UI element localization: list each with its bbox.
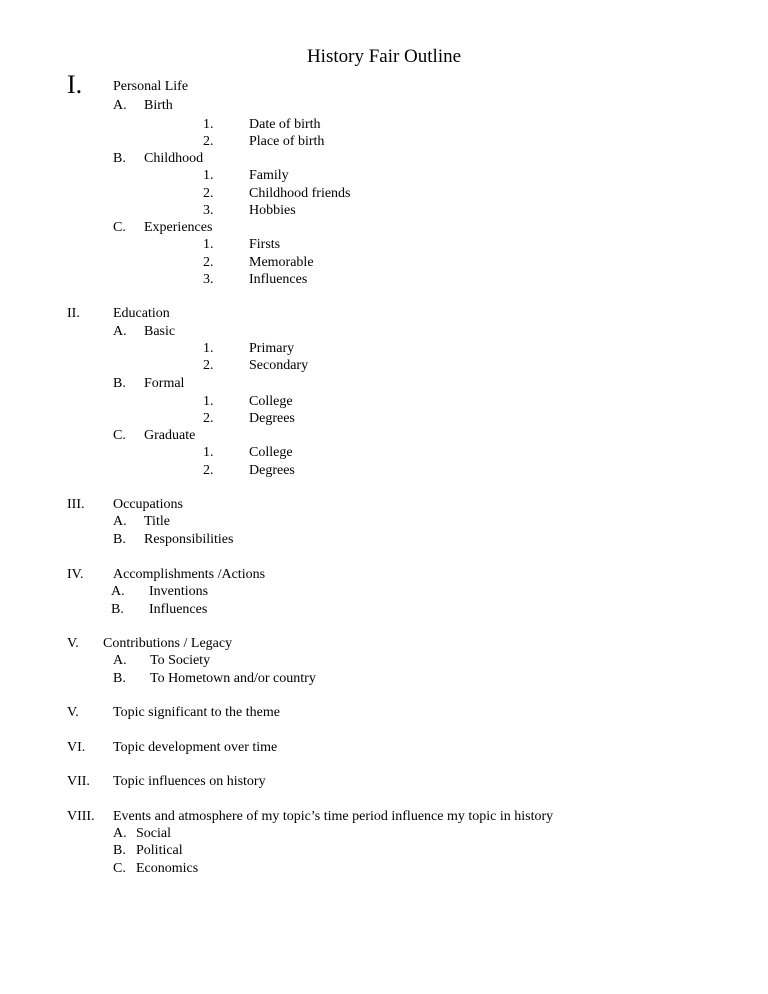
subitem-text: Secondary bbox=[249, 358, 309, 373]
item-letter: C. bbox=[113, 428, 126, 443]
section-numeral: V. bbox=[67, 705, 79, 720]
subitem-number: 1. bbox=[203, 168, 214, 183]
section-heading: Topic development over time bbox=[113, 740, 278, 755]
item-label: Social bbox=[136, 826, 171, 841]
item-letter: C. bbox=[113, 220, 126, 235]
item-label: To Society bbox=[150, 653, 211, 668]
subitem-number: 1. bbox=[203, 237, 214, 252]
item-label: Political bbox=[136, 843, 183, 858]
item-letter: A. bbox=[113, 514, 127, 529]
section-heading: Events and atmosphere of my topic’s time period influence my topic in history bbox=[113, 809, 554, 824]
subitem-text: Hobbies bbox=[249, 203, 296, 218]
subitem-number: 1. bbox=[203, 445, 214, 460]
subitem-text: Place of birth bbox=[249, 134, 325, 149]
item-label: Birth bbox=[144, 98, 173, 113]
item-letter: C. bbox=[113, 861, 126, 876]
item-letter: A. bbox=[111, 584, 125, 599]
section-numeral: IV. bbox=[67, 567, 84, 582]
section-numeral: VII. bbox=[67, 774, 90, 789]
section-numeral: II. bbox=[67, 306, 80, 321]
item-label: Graduate bbox=[144, 428, 196, 443]
subitem-number: 2. bbox=[203, 186, 214, 201]
subitem-number: 3. bbox=[203, 272, 214, 287]
subitem-number: 2. bbox=[203, 255, 214, 270]
item-label: Childhood bbox=[144, 151, 204, 166]
item-letter: B. bbox=[113, 151, 126, 166]
subitem-text: Firsts bbox=[249, 237, 281, 252]
subitem-number: 2. bbox=[203, 411, 214, 426]
subitem-text: Date of birth bbox=[249, 117, 321, 132]
subitem-text: Memorable bbox=[249, 255, 314, 270]
section-heading: Topic influences on history bbox=[113, 774, 266, 789]
section-numeral: III. bbox=[67, 497, 85, 512]
item-letter: B. bbox=[113, 532, 126, 547]
subitem-text: Primary bbox=[249, 341, 295, 356]
item-label: Inventions bbox=[149, 584, 209, 599]
item-label: Formal bbox=[144, 376, 185, 391]
section-numeral: I. bbox=[67, 70, 83, 99]
section-numeral: VIII. bbox=[67, 809, 95, 824]
subitem-text: Childhood friends bbox=[249, 186, 351, 201]
item-label: Title bbox=[144, 514, 170, 529]
section-heading: Contributions / Legacy bbox=[103, 636, 233, 651]
item-letter: B. bbox=[113, 671, 126, 686]
item-letter: A. bbox=[113, 653, 127, 668]
item-label: Influences bbox=[149, 602, 208, 617]
subitem-number: 2. bbox=[203, 358, 214, 373]
item-label: Responsibilities bbox=[144, 532, 234, 547]
item-label: Experiences bbox=[144, 220, 213, 235]
subitem-number: 1. bbox=[203, 341, 214, 356]
page-title: History Fair Outline bbox=[306, 46, 462, 67]
section-heading: Topic significant to the theme bbox=[113, 705, 280, 720]
item-label: To Hometown and/or country bbox=[150, 671, 316, 686]
subitem-text: Influences bbox=[249, 272, 308, 287]
item-letter: B. bbox=[113, 376, 126, 391]
section-numeral: VI. bbox=[67, 740, 86, 755]
subitem-number: 3. bbox=[203, 203, 214, 218]
subitem-text: Family bbox=[249, 168, 289, 183]
item-letter: A. bbox=[113, 324, 127, 339]
subitem-text: College bbox=[249, 445, 293, 460]
item-label: Economics bbox=[136, 861, 199, 876]
item-letter: B. bbox=[113, 843, 126, 858]
subitem-number: 2. bbox=[203, 134, 214, 149]
subitem-text: Degrees bbox=[249, 411, 295, 426]
subitem-number: 1. bbox=[203, 394, 214, 409]
section-heading: Occupations bbox=[113, 497, 183, 512]
subitem-text: Degrees bbox=[249, 463, 295, 478]
subitem-text: College bbox=[249, 394, 293, 409]
item-letter: A. bbox=[113, 826, 127, 841]
section-numeral: V. bbox=[67, 636, 79, 651]
section-heading: Education bbox=[113, 306, 170, 321]
item-letter: B. bbox=[111, 602, 124, 617]
section-heading: Personal Life bbox=[113, 79, 189, 94]
section-heading: Accomplishments /Actions bbox=[113, 567, 266, 582]
subitem-number: 2. bbox=[203, 463, 214, 478]
item-letter: A. bbox=[113, 98, 127, 113]
item-label: Basic bbox=[144, 324, 176, 339]
subitem-number: 1. bbox=[203, 117, 214, 132]
